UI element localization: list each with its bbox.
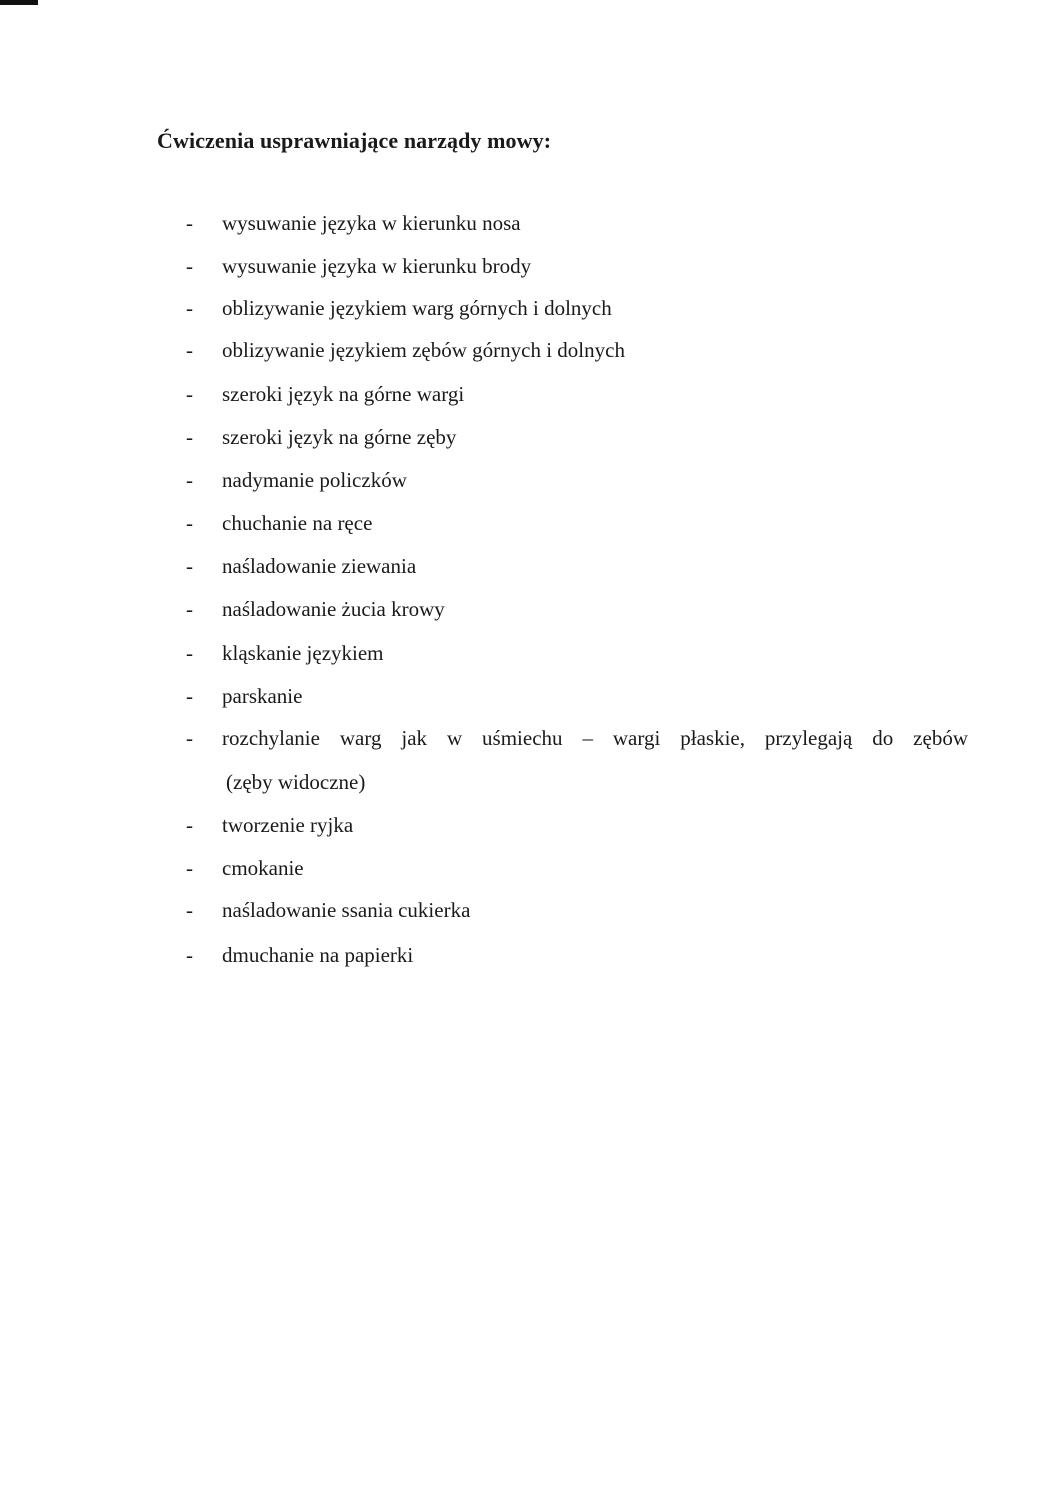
list-bullet: - (186, 726, 193, 750)
list-item-text: naśladowanie ziewania (222, 554, 417, 578)
list-item-text: wysuwanie języka w kierunku brody (222, 254, 532, 278)
list-item (186, 254, 531, 278)
list-bullet: - (186, 641, 193, 665)
list-item-text: rozchylanie warg jak w uśmiechu – wargi płaskie, przylegają do zębów (222, 726, 968, 750)
list-item-text: cmokanie (222, 856, 304, 880)
list-item (186, 943, 413, 967)
list-item (186, 898, 470, 922)
list-bullet: - (186, 468, 193, 492)
list-item (186, 468, 407, 492)
list-item-text: wysuwanie języka w kierunku nosa (222, 211, 521, 235)
list-bullet: - (186, 382, 193, 406)
scan-edge-mark (0, 0, 38, 5)
list-item (186, 726, 968, 750)
list-bullet: - (186, 338, 193, 362)
list-item-text: szeroki język na górne zęby (222, 425, 457, 449)
list-item (186, 425, 456, 449)
list-item (186, 554, 416, 578)
list-item (186, 684, 302, 708)
list-bullet: - (186, 511, 193, 535)
list-bullet: - (186, 425, 193, 449)
list-item (186, 597, 445, 621)
list-item-text: kląskanie językiem (222, 641, 384, 665)
list-item-text: oblizywanie językiem warg górnych i dolnych (222, 296, 612, 320)
list-bullet: - (186, 296, 193, 320)
list-item (186, 211, 521, 235)
list-item (186, 641, 384, 665)
list-item-text: naśladowanie żucia krowy (222, 597, 445, 621)
list-item (186, 338, 625, 362)
list-bullet: - (186, 554, 193, 578)
list-bullet: - (186, 254, 193, 278)
list-item-text: dmuchanie na papierki (222, 943, 414, 967)
list-item (186, 382, 464, 406)
list-item-text: tworzenie ryjka (222, 813, 354, 837)
list-bullet: - (186, 898, 193, 922)
list-item-text: parskanie (222, 684, 303, 708)
list-item (186, 511, 372, 535)
list-item-continuation: (zęby widoczne) (226, 770, 366, 794)
list-bullet: - (186, 856, 193, 880)
list-bullet: - (186, 597, 193, 621)
list-item (186, 296, 612, 320)
list-item-text: naśladowanie ssania cukierka (222, 898, 471, 922)
list-item-text: szeroki język na górne wargi (222, 382, 465, 406)
list-item-text: chuchanie na ręce (222, 511, 373, 535)
list-bullet: - (186, 943, 193, 967)
list-item-text: nadymanie policzków (222, 468, 407, 492)
page-title: Ćwiczenia usprawniające narządy mowy: (157, 128, 552, 153)
list-item (186, 856, 304, 880)
list-bullet: - (186, 684, 193, 708)
list-bullet: - (186, 813, 193, 837)
list-item-text: oblizywanie językiem zębów górnych i dolnych (222, 338, 625, 362)
list-bullet: - (186, 211, 193, 235)
list-item (186, 813, 353, 837)
